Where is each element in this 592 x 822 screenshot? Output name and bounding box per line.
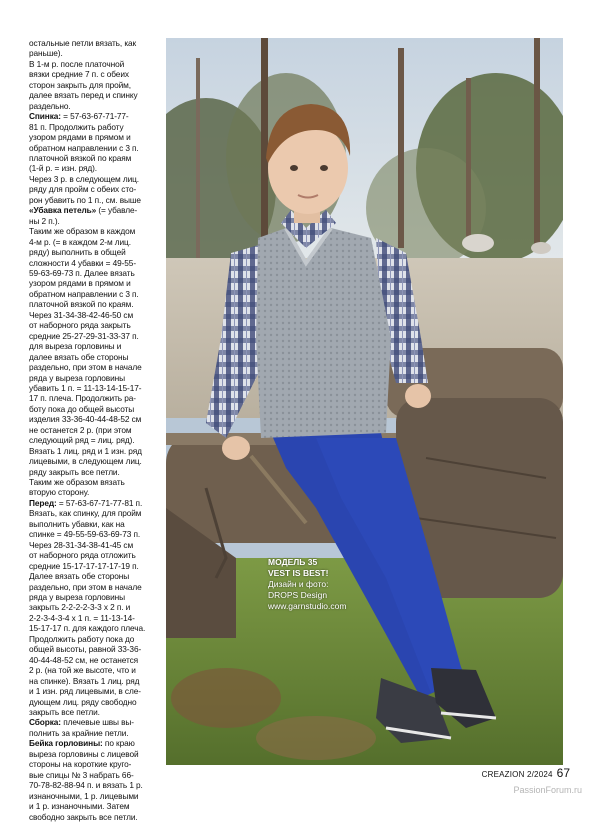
line-text: ряда у выреза горловины <box>29 592 125 603</box>
article-line <box>29 707 163 717</box>
line-text: раньше). <box>29 48 63 59</box>
article-line <box>29 111 163 121</box>
article-line <box>29 561 163 571</box>
line-text: (= убавле- <box>96 205 138 216</box>
line-text: на спинке). Вязать 1 лиц. ряд <box>29 675 140 686</box>
line-text: стороны на короткие круго- <box>29 759 132 770</box>
line-text: Таким же образом в каждом <box>29 226 136 237</box>
right-hand <box>405 384 431 408</box>
article-line <box>29 205 163 215</box>
designer-name: DROPS Design <box>268 590 328 600</box>
line-text: Через 3 р. в следующем лиц. <box>29 173 139 184</box>
article-line <box>29 80 163 90</box>
line-text: рон убавить по 1 п., см. выше <box>29 194 141 205</box>
line-text: вторую сторону. <box>29 487 90 498</box>
section-heading: Сборка: <box>29 717 61 728</box>
line-text: закрыть 2-2-2-2-3-3 х 2 п. и <box>29 602 131 613</box>
line-text: ряду закрыть все петли. <box>29 466 120 477</box>
line-text: = 57-63-67-71-77-81 п. <box>56 497 143 508</box>
article-line <box>29 237 163 247</box>
photo-boy-in-knitted-vest <box>166 38 563 765</box>
line-text: узором рядами в прямом и <box>29 132 131 143</box>
article-line <box>29 101 163 111</box>
line-text: Вязать, как спинку, для пройм <box>29 508 142 519</box>
line-text: Через 31-34-38-42-46-50 см <box>29 309 134 320</box>
section-heading: Спинка: <box>29 111 61 122</box>
article-line <box>29 738 163 748</box>
article-line <box>29 216 163 226</box>
line-text: узором рядами в прямом и <box>29 278 131 289</box>
line-text: и 1 изн. ряд лицевыми, в сле- <box>29 686 141 697</box>
article-line <box>29 655 163 665</box>
article-line <box>29 801 163 811</box>
line-text: полнить за крайние петли. <box>29 727 129 738</box>
line-text: для выреза горловины и <box>29 341 122 352</box>
model-title: VEST IS BEST! <box>268 568 329 578</box>
line-text: остальные петли вязать, как <box>29 38 137 48</box>
article-line <box>29 341 163 351</box>
article-line <box>29 446 163 456</box>
article-line <box>29 38 163 48</box>
line-text: 2-2-3-4-3-4 х 1 п. = 11-13-14- <box>29 612 135 623</box>
article-line <box>29 770 163 780</box>
line-text: спинке = 49-55-59-63-69-73 п. <box>29 529 141 540</box>
line-text: ряда у выреза горловины <box>29 372 125 383</box>
article-line <box>29 174 163 184</box>
line-text: от наборного ряда отложить <box>29 550 136 561</box>
line-text: убавить 1 п. = 11-13-14-15-17- <box>29 382 142 393</box>
article-line <box>29 289 163 299</box>
article-line <box>29 383 163 393</box>
line-text: сторон закрыть для пройм, <box>29 79 131 90</box>
article-line <box>29 550 163 560</box>
article-line <box>29 676 163 686</box>
line-text: 15-17-17 п. для каждого плеча. <box>29 623 146 634</box>
article-line <box>29 48 163 58</box>
line-text: боту пока до общей высоты <box>29 403 135 414</box>
line-text: платочной вязкой по краям <box>29 152 132 163</box>
article-line <box>29 477 163 487</box>
line-text: вые спицы № 3 набрать 66- <box>29 769 134 780</box>
article-line <box>29 582 163 592</box>
line-text: по краю <box>102 738 135 749</box>
line-text: ряду) выполнить в общей <box>29 247 126 258</box>
article-line <box>29 529 163 539</box>
article-line <box>29 665 163 675</box>
article-line <box>29 414 163 424</box>
article-line <box>29 697 163 707</box>
article-line <box>29 195 163 205</box>
line-text: не останется 2 р. (при этом <box>29 424 132 435</box>
article-line <box>29 435 163 445</box>
line-text: (1-й р. = изн. ряд). <box>29 163 98 174</box>
article-line <box>29 717 163 727</box>
line-text: раздельно. <box>29 100 71 111</box>
page-number: 67 <box>556 766 570 780</box>
article-line <box>29 331 163 341</box>
line-text: далее вязать перед и спинку <box>29 90 138 101</box>
article-line <box>29 728 163 738</box>
line-text: 81 п. Продолжить работу <box>29 121 124 132</box>
article-line <box>29 393 163 403</box>
article-line <box>29 425 163 435</box>
line-text: выреза горловины с лицевой <box>29 748 139 759</box>
line-text: Таким же образом вязать <box>29 477 125 488</box>
article-line <box>29 268 163 278</box>
article-line <box>29 404 163 414</box>
article-line <box>29 122 163 132</box>
line-text: плечевые швы вы- <box>60 717 134 728</box>
line-text: изделия 33-36-40-44-48-52 см <box>29 414 142 425</box>
line-text: изнаночными, 1 р. лицевыми <box>29 790 139 801</box>
line-text: 59-63-69-73 п. Далее вязать <box>29 267 135 278</box>
article-line <box>29 90 163 100</box>
article-line <box>29 258 163 268</box>
section-heading: Перед: <box>29 497 57 508</box>
knitted-vest <box>256 228 391 438</box>
line-text: лицевыми, в следующем лиц. <box>29 456 142 467</box>
article-line <box>29 487 163 497</box>
line-text: свободно закрыть все петли. <box>29 811 138 822</box>
line-text: ны 2 п.). <box>29 215 60 226</box>
article-line <box>29 686 163 696</box>
line-text: раздельно, при этом в начале <box>29 581 142 592</box>
line-text: 17 п. плеча. Продолжить ра- <box>29 393 136 404</box>
rock <box>531 242 551 254</box>
article-line <box>29 467 163 477</box>
article-line <box>29 352 163 362</box>
watermark: PassionForum.ru <box>513 785 582 795</box>
rock <box>462 234 494 252</box>
line-text: 70-78-82-88-94 п. и вязать 1 р. <box>29 780 143 791</box>
article-line <box>29 320 163 330</box>
line-text: общей высоты, равной 33-36- <box>29 644 142 655</box>
line-text: ряду для пройм с обеих сто- <box>29 184 137 195</box>
line-text: Продолжить работу пока до <box>29 633 135 644</box>
article-line <box>29 153 163 163</box>
line-text: Через 28-31-34-38-41-45 см <box>29 539 134 550</box>
article-line <box>29 310 163 320</box>
article-line <box>29 508 163 518</box>
article-line <box>29 540 163 550</box>
line-text: средние 15-17-17-17-17-19 п. <box>29 560 139 571</box>
article-line <box>29 59 163 69</box>
line-text: вязки средние 7 п. с обеих <box>29 69 129 80</box>
article-line <box>29 69 163 79</box>
designer-url: www.garnstudio.com <box>268 601 347 611</box>
section-heading: Бейка горловины: <box>29 738 103 749</box>
article-line <box>29 226 163 236</box>
line-text: В 1-м р. после платочной <box>29 58 125 69</box>
article-text-column <box>29 38 163 822</box>
line-text: обратном направлении с 3 п. <box>29 142 139 153</box>
line-text: 2 р. (на той же высоте, что и <box>29 665 136 676</box>
model-number: МОДЕЛЬ 35 <box>268 557 318 567</box>
article-line <box>29 456 163 466</box>
photo-caption <box>268 557 448 612</box>
line-text: средние 25-27-29-31-33-37 п. <box>29 330 139 341</box>
article-line <box>29 498 163 508</box>
line-text: 40-44-48-52 см, не останется <box>29 654 139 665</box>
article-line <box>29 143 163 153</box>
line-text: следующий ряд = лиц. ряд). <box>29 435 135 446</box>
line-text: от наборного ряда закрыть <box>29 320 131 331</box>
article-line <box>29 759 163 769</box>
article-line <box>29 812 163 822</box>
line-text: закрыть все петли. <box>29 707 100 717</box>
line-text: дующем лиц. ряду свободно <box>29 696 137 707</box>
article-line <box>29 184 163 194</box>
line-text: Далее вязать обе стороны <box>29 571 130 582</box>
line-text: раздельно, при этом в начале <box>29 362 142 373</box>
line-text: сложности 4 убавки = 49-55- <box>29 257 136 268</box>
credit-label: Дизайн и фото: <box>268 579 329 589</box>
article-line <box>29 634 163 644</box>
left-hand <box>222 436 250 460</box>
article-line <box>29 519 163 529</box>
line-text: и 1 р. изнаночными. Затем <box>29 801 130 812</box>
article-line <box>29 592 163 602</box>
line-text: далее вязать обе стороны <box>29 351 129 362</box>
article-line <box>29 780 163 790</box>
photo-illustration <box>166 38 563 765</box>
article-line <box>29 278 163 288</box>
article-line <box>29 613 163 623</box>
article-line <box>29 299 163 309</box>
article-line <box>29 623 163 633</box>
page-footer <box>482 766 570 780</box>
line-text: обратном направлении с 3 п. <box>29 288 139 299</box>
magazine-issue: CREAZION 2/2024 <box>481 770 553 779</box>
section-heading: «Убавка петель» <box>29 205 97 216</box>
article-line <box>29 749 163 759</box>
line-text: 4-м р. (= в каждом 2-м лиц. <box>29 236 131 247</box>
article-line <box>29 247 163 257</box>
article-line <box>29 644 163 654</box>
article-line <box>29 163 163 173</box>
article-line <box>29 602 163 612</box>
article-line <box>29 132 163 142</box>
article-line <box>29 362 163 372</box>
line-text: = 57-63-67-71-77- <box>60 111 129 122</box>
line-text: Вязать 1 лиц. ряд и 1 изн. ряд <box>29 445 142 456</box>
article-line <box>29 571 163 581</box>
article-line <box>29 373 163 383</box>
line-text: платочной вязкой по краям. <box>29 299 134 310</box>
line-text: выполнить убавки, как на <box>29 518 125 529</box>
